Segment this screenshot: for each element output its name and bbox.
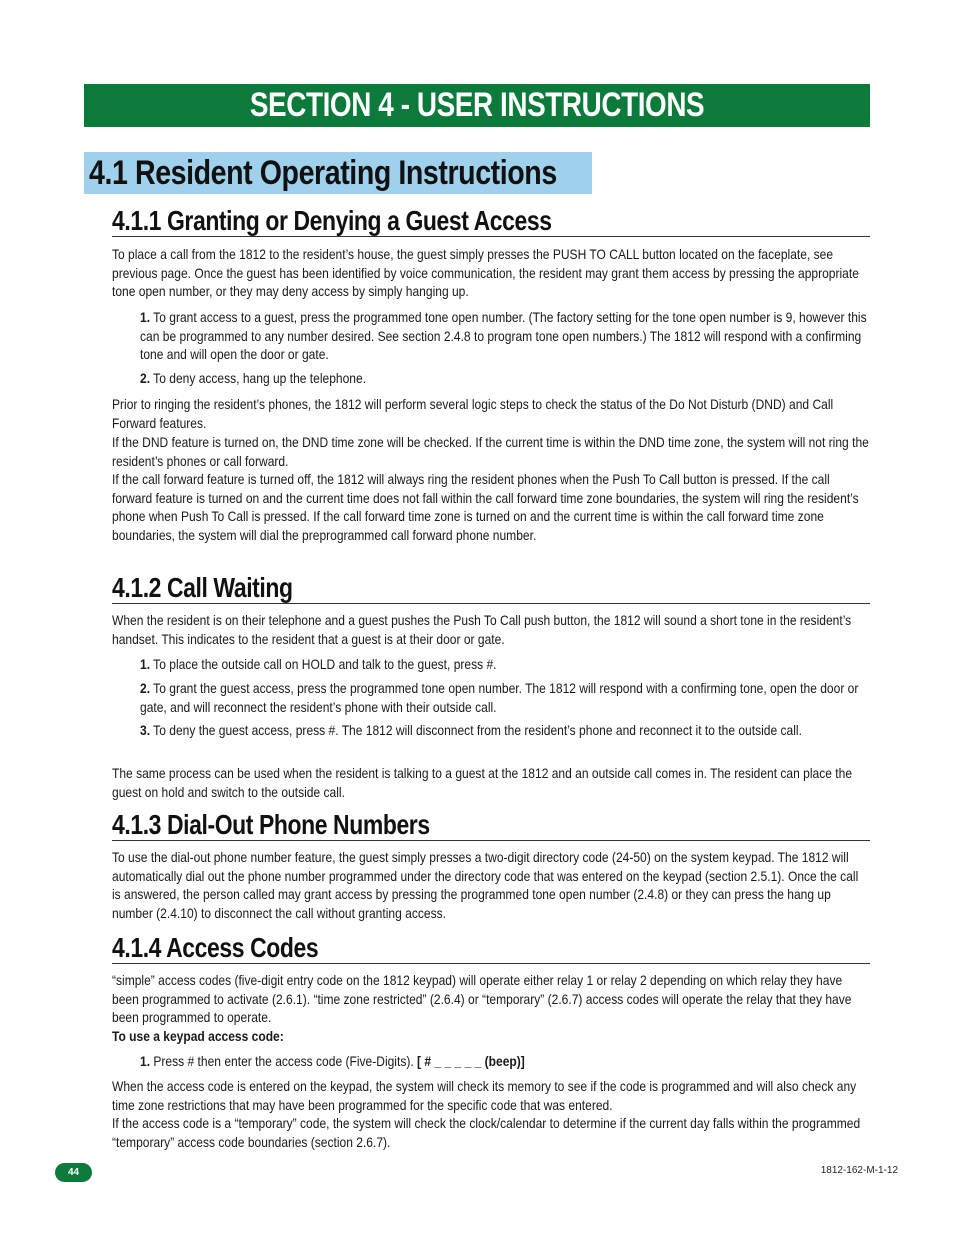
paragraph: If the DND feature is turned on, the DND time zone will be checked. If the current time is within the DND time zone, the system will not ring the resident’s phones or call forward.	[112, 434, 869, 469]
heading-4-1-1: 4.1.1 Granting or Denying a Guest Access	[112, 206, 870, 237]
page-number: 44	[67, 1167, 80, 1178]
section-title: SECTION 4 - USER INSTRUCTIONS	[249, 86, 705, 124]
paragraph: When the access code is entered on the keypad, the system will check its memory to see if the code is programmed and will also check any time zone restrictions that may have been programmed for the specific code that was entered.	[112, 1078, 857, 1113]
paragraph: The same process can be used when the resident is talking to a guest at the 1812 and an outside call comes in. The resident can place the guest on hold and switch to the outside call.	[112, 765, 853, 800]
paragraph: “simple” access codes (five-digit entry code on the 1812 keypad) will operate either relay 1 or relay 2 depending on which relay they have been programmed to activate (2.6.1). “time zone restricted” (2.6.4) or “temporary” (2.6.7) access codes will operate the relay that they have been programmed to operate.	[112, 972, 852, 1026]
list-item: 1. To grant access to a guest, press the programmed tone open number. (The factory setting for the tone open number is 9, however this can be programmed to any number desired. See section 2.4.8 to program tone open numbers.) The 1812 will respond with a confirming tone and will open the door or gate.	[140, 309, 867, 363]
paragraph: When the resident is on their telephone and a guest pushes the Push To Call push button, the 1812 will sound a short tone in the resident’s handset. This indicates to the resident that a guest is at their door or gate.	[112, 612, 852, 647]
paragraph: If the access code is a “temporary” code, the system will check the clock/calendar to determine if the current day falls within the programmed “temporary” access code boundaries (section 2.6.7).	[112, 1115, 861, 1150]
paragraph: Prior to ringing the resident’s phones, the 1812 will perform several logic steps to check the status of the Do Not Disturb (DND) and Call Forward features.	[112, 396, 834, 431]
list-item: 3. To deny the guest access, press #. The 1812 will disconnect from the resident’s phone and reconnect it to the outside call.	[140, 722, 802, 738]
access-code-sequence: [ # _ _ _ _ _ (beep)]	[417, 1053, 525, 1069]
list-item: 1. To place the outside call on HOLD and talk to the guest, press #.	[140, 656, 497, 672]
list-item: 2. To grant the guest access, press the programmed tone open number. The 1812 will respond with a confirming tone, open the door or gate, and will reconnect the resident’s phone with their outside call.	[140, 680, 859, 715]
paragraph: To place a call from the 1812 to the resident’s house, the guest simply presses the PUSH TO CALL button located on the faceplate, see previous page. Once the guest has been identified by voice communication, the resident may grant them access by pressing the appropriate tone open number, or they may deny access by simply hanging up.	[112, 246, 859, 300]
paragraph: If the call forward feature is turned off, the 1812 will always ring the resident phones when the Push To Call button is pressed. If the call forward feature is turned on and the current time does not fall within the call forward time zone boundaries, the system will ring the resident’s phone when Push To Call is pressed. If the call forward time zone is turned on and the current time is within the call forward time zone boundaries, the system will dial the preprogrammed call forward phone number.	[112, 471, 859, 544]
list-item: 2. To deny access, hang up the telephone.	[140, 370, 367, 386]
list-item: 1. Press # then enter the access code (Five-Digits). [ # _ _ _ _ _ (beep)]	[140, 1053, 525, 1069]
document-code: 1812-162-M-1-12	[820, 1165, 898, 1176]
section-banner	[84, 84, 870, 127]
subsection-title: 4.1 Resident Operating Instructions	[89, 153, 557, 192]
bold-label: To use a keypad access code:	[112, 1028, 284, 1044]
subsection-banner	[84, 152, 592, 194]
heading-4-1-4: 4.1.4 Access Codes	[112, 933, 870, 964]
heading-4-1-2: 4.1.2 Call Waiting	[112, 573, 870, 604]
heading-4-1-3: 4.1.3 Dial-Out Phone Numbers	[112, 810, 870, 841]
paragraph: To use the dial-out phone number feature, the guest simply presses a two-digit directory code (24-50) on the system keypad. The 1812 will automatically dial out the phone number programmed under the directory code that was entered on the keypad (section 2.5.1). Once the call is answered, the person called may grant access by pressing the programmed tone open number (2.4.8) or they can press the hang up number (2.4.10) to disconnect the call without granting access.	[112, 849, 859, 922]
page-number-badge	[55, 1163, 92, 1182]
